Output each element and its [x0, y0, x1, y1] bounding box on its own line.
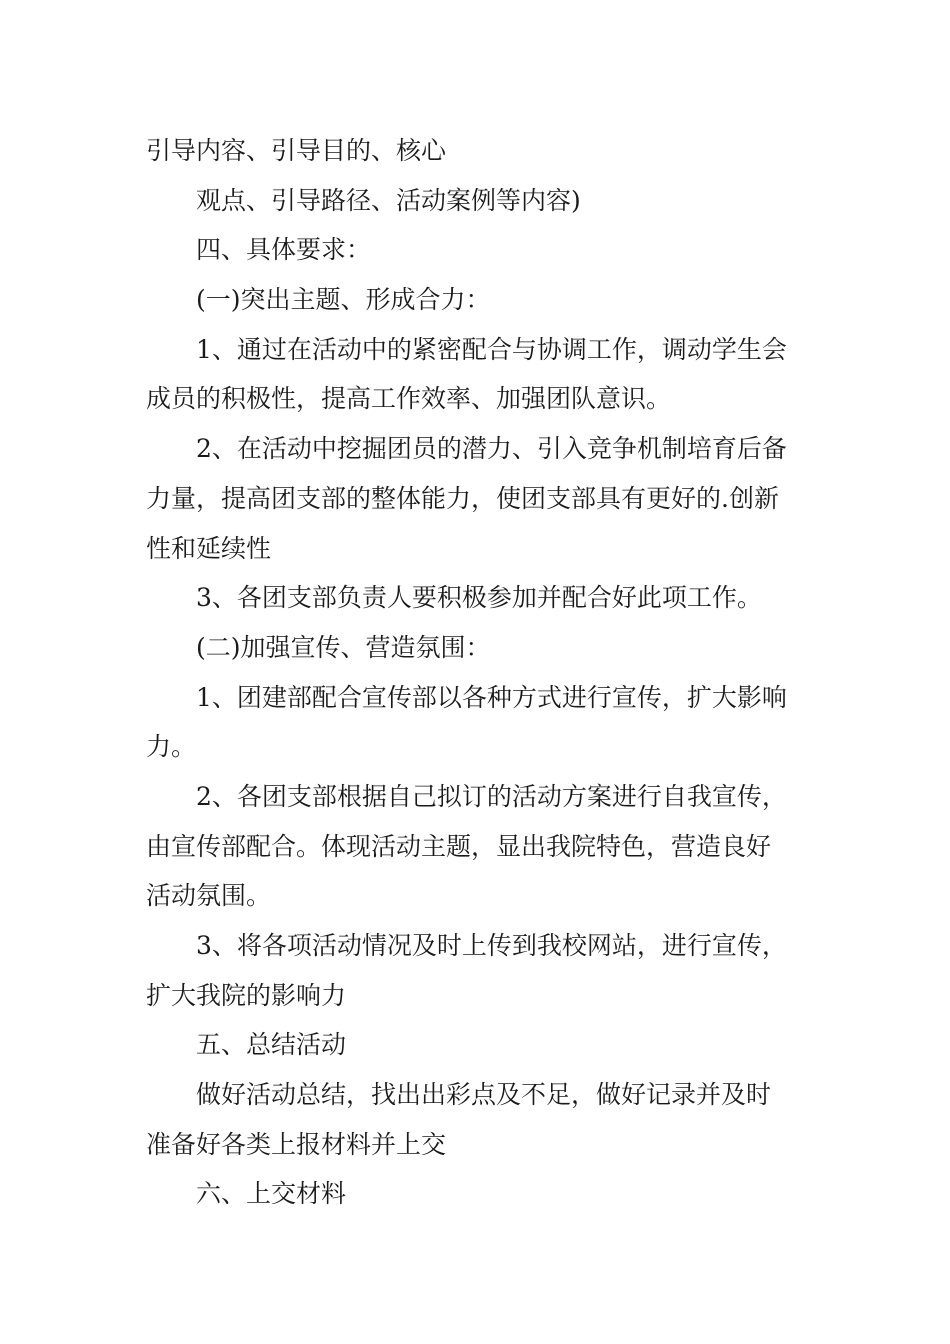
text-line: 做好活动总结，找出出彩点及不足，做好记录并及时 — [196, 1080, 772, 1110]
text-line: 1、通过在活动中的紧密配合与协调工作，调动学生会 — [196, 334, 787, 364]
text-line: 3、各团支部负责人要积极参加并配合好此项工作。 — [196, 583, 762, 613]
text-line: 成员的积极性，提高工作效率、加强团队意识。 — [146, 384, 672, 414]
text-line: 3、将各项活动情况及时上传到我校网站，进行宣传， — [196, 931, 787, 960]
subsection-heading: (二)加强宣传、营造氛围： — [196, 632, 491, 662]
subsection-heading: (一)突出主题、形成合力： — [196, 285, 491, 315]
text-line: 2、在活动中挖掘团员的潜力、引入竞争机制培育后备 — [196, 434, 787, 464]
text-line: 由宣传部配合。体现活动主题，显出我院特色，营造良好 — [146, 831, 772, 861]
text-line: 扩大我院的影响力 — [146, 980, 347, 1010]
text-line: 观点、引导路径、活动案例等内容) — [196, 185, 581, 215]
text-line: 力。 — [146, 732, 197, 762]
text-line: 力量，提高团支部的整体能力，使团支部具有更好的.创新 — [146, 483, 779, 513]
text-line: 1、团建部配合宣传部以各种方式进行宣传，扩大影响 — [196, 682, 787, 712]
text-line: 2、各团支部根据自己拟订的活动方案进行自我宣传， — [196, 781, 787, 811]
text-line: 活动氛围。 — [146, 881, 272, 911]
document-body — [146, 126, 808, 1219]
section-heading: 六、上交材料 — [196, 1179, 347, 1209]
section-heading: 五、总结活动 — [196, 1030, 347, 1060]
text-line: 准备好各类上报材料并上交 — [146, 1129, 447, 1159]
section-heading: 四、具体要求： — [196, 235, 372, 265]
text-line: 性和延续性 — [146, 533, 272, 563]
text-line: 引导内容、引导目的、核心 — [146, 136, 447, 165]
